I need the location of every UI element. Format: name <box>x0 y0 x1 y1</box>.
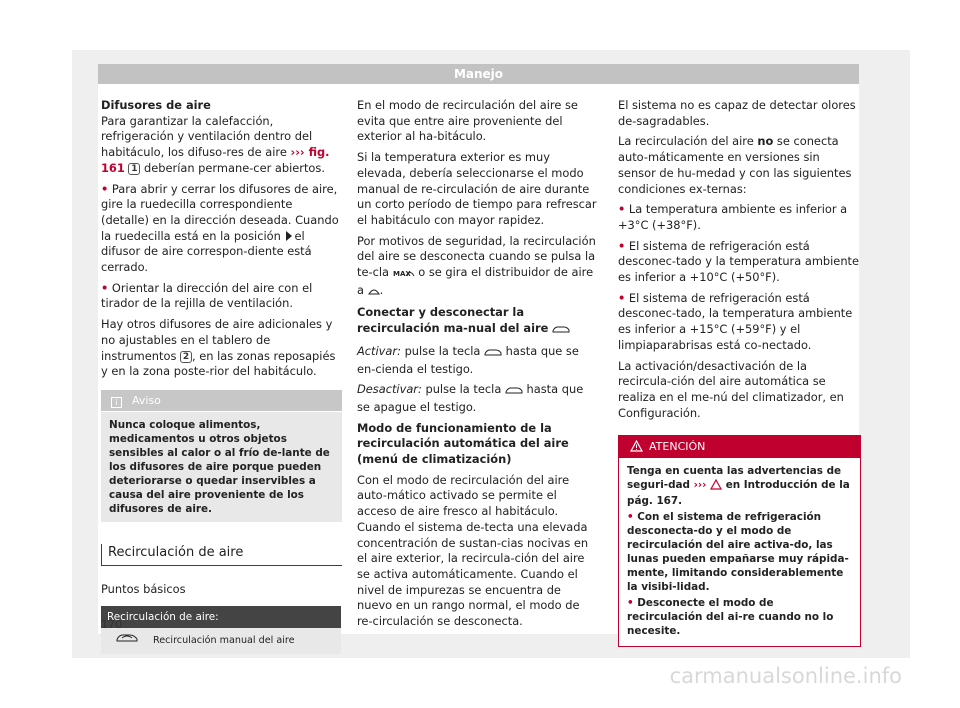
warning-triangle-icon <box>630 440 643 452</box>
recirculation-car-icon <box>484 346 502 362</box>
column-3 <box>618 98 861 647</box>
position-triangle-icon <box>286 231 292 241</box>
info-icon: i <box>111 397 122 408</box>
bullet-icon: • <box>618 238 626 253</box>
text: el difusor de aire correspon-diente está cerrado. <box>101 228 312 275</box>
subheading: Modo de funcionamiento de la recirculación automática del aire (menú de climatización) <box>357 420 569 467</box>
paragraph: En el modo de recirculación del aire se evita que entre aire proveniente del exterior al ha-bitáculo. <box>357 98 578 144</box>
table-cell: Recirculación manual del aire <box>153 634 295 646</box>
text: El sistema de refrigeración está desconec-tado, la temperatura ambiente es inferior a +15°C (+59°F) y el limpiaparabrisas está co-nectado. <box>618 290 853 352</box>
recirculation-car-icon <box>505 384 523 400</box>
warning-bullet <box>627 596 852 638</box>
text: pulse la tecla <box>425 382 502 397</box>
text: pulse la tecla <box>404 343 481 358</box>
recirculation-car-icon <box>101 632 153 649</box>
svg-text:MAX: MAX <box>392 270 411 279</box>
text: El sistema de refrigeración está desconec-tado y la temperatura ambiente es inferior a +10°C (+50°F). <box>618 238 860 285</box>
warning-title: ATENCIÓN <box>649 440 706 454</box>
watermark: carmanualsonline.info <box>669 664 902 688</box>
paragraph <box>618 134 861 197</box>
text: deberían permane-cer abiertos. <box>144 160 325 175</box>
text: hasta que se apague el testigo. <box>357 382 584 414</box>
text: La recirculación del aire <box>618 134 754 149</box>
text: o se gira el distribuidor de aire a <box>357 265 594 297</box>
bullet-icon: • <box>101 181 109 196</box>
callout-badge-1: 1 <box>128 163 140 175</box>
figure-reference-link[interactable]: ››› fig. 161 <box>101 145 330 175</box>
diffusers-intro <box>101 114 342 177</box>
warning-header <box>619 436 860 458</box>
page-number: 170 <box>101 618 122 631</box>
page-header <box>98 64 859 84</box>
emphasis: no <box>757 134 774 149</box>
text: Para abrir y cerrar los difusores de aire, gire la ruedecilla correspondiente (detalle) en la dirección deseada. Cuando la ruedecilla está en la posición <box>101 181 339 243</box>
warning-triangle-icon <box>710 479 722 494</box>
paragraph: La activación/desactivación de la recircula-ción del aire automática se realiza en el me-nú del climatizador, en Configuración. <box>618 358 844 420</box>
text: Con el sistema de refrigeración desconecta-do y el modo de recirculación del aire activa-do, las lunas pueden empañarse muy rápida-mente, limitando considerablemente la visibi-lidad. <box>627 511 849 594</box>
text: Por motivos de seguridad, la recirculación del aire se desconecta cuando se pulsa la te-cla <box>357 233 596 280</box>
text: se conecta auto-máticamente en versiones sin sensor de hu-medad y con las siguientes condiciones ex-ternas: <box>618 134 852 196</box>
activate-instruction <box>357 344 597 377</box>
section-title: Recirculación de aire <box>101 544 342 566</box>
bullet-orient <box>101 281 342 312</box>
text: Orientar la dirección del aire con el tirador de la rejilla de ventilación. <box>101 280 313 311</box>
bullet-icon: • <box>618 202 626 217</box>
text: en Introducción de la pág. 167. <box>627 479 850 508</box>
notice-header <box>101 390 342 412</box>
label: Activar: <box>357 343 401 358</box>
notice-title: Aviso <box>132 393 161 407</box>
table-row <box>101 628 341 654</box>
text: La temperatura ambiente es inferior a +3°C (+38°F). <box>618 202 848 232</box>
text: Tenga en cuenta las advertencias de seguri-dad <box>627 465 842 492</box>
warning-paragraph <box>627 464 852 508</box>
bullet-icon: • <box>101 280 109 295</box>
safety-reference-link[interactable]: ››› <box>693 479 707 492</box>
notice-box <box>101 390 342 522</box>
table-header: Recirculación de aire: <box>101 606 341 628</box>
diffusers-heading: Difusores de aire <box>101 98 211 112</box>
bullet-icon: • <box>618 290 626 305</box>
text: hasta que se en-cienda el testigo. <box>357 343 579 376</box>
bullet <box>618 202 861 233</box>
bullet <box>618 239 861 286</box>
callout-badge-2: 2 <box>180 351 192 363</box>
recirculation-car-icon <box>552 323 570 339</box>
sub-title: Puntos básicos <box>101 581 186 596</box>
text: Conectar y desconectar la recirculación ma-nual del aire <box>357 305 549 336</box>
text: Hay otros difusores de aire adicionales y no ajustables en el tablero de instrumentos <box>101 317 333 363</box>
subheading <box>357 305 597 338</box>
controls-table <box>101 606 341 654</box>
paragraph: Con el modo de recirculación del aire auto-mático activado se permite el acceso de aire fresco al habitáculo. Cuando el sistema de-tecta una elevada concentración de sustan-cias nocivas en el aire exterior, la recircula-ción del aire se activa automáticamente. Cuando el nivel de impurezas se encuentra de nuevo en un rango normal, el modo de re-circulación se desconecta. <box>357 472 589 629</box>
warning-bullet <box>627 510 852 594</box>
column-1 <box>101 98 342 654</box>
text: . <box>379 282 384 297</box>
additional-diffusers <box>101 317 342 380</box>
label: Desactivar: <box>357 382 422 397</box>
notice-text: Nunca coloque alimentos, medicamentos u otros objetos sensibles al calor o al frío de-lante de los difusores de aire porque pueden deteriorarse o quedar inservibles a causa del aire proveniente de los difusores de aire. <box>109 418 330 515</box>
warning-body <box>619 458 860 646</box>
paragraph <box>357 234 597 301</box>
page-header-title: Manejo <box>453 67 504 81</box>
text: , en las zonas reposapiés y en la zona poste-rior del habitáculo. <box>101 348 336 379</box>
paragraph: Si la temperatura exterior es muy elevada, debería seleccionarse el modo manual de re-circulación de aire durante un corto período de tiempo para refrescar el habitáculo con mayor rapidez. <box>357 150 597 227</box>
warning-box <box>618 435 861 647</box>
bullet-icon: • <box>627 511 634 524</box>
windshield-defrost-icon <box>368 285 380 301</box>
text: Para garantizar la calefacción, refrigeración y ventilación dentro del habitáculo, los difuso-res de aire <box>101 113 313 160</box>
bullet-icon: • <box>627 597 634 610</box>
max-defrost-icon <box>393 267 415 283</box>
paragraph: El sistema no es capaz de detectar olores de-sagradables. <box>618 98 856 128</box>
column-2 <box>357 98 597 635</box>
bullet <box>618 291 861 354</box>
text: Desconecte el modo de recirculación del ai-re cuando no lo necesite. <box>627 597 834 638</box>
bullet-open-close <box>101 182 342 276</box>
deactivate-instruction <box>357 382 597 415</box>
